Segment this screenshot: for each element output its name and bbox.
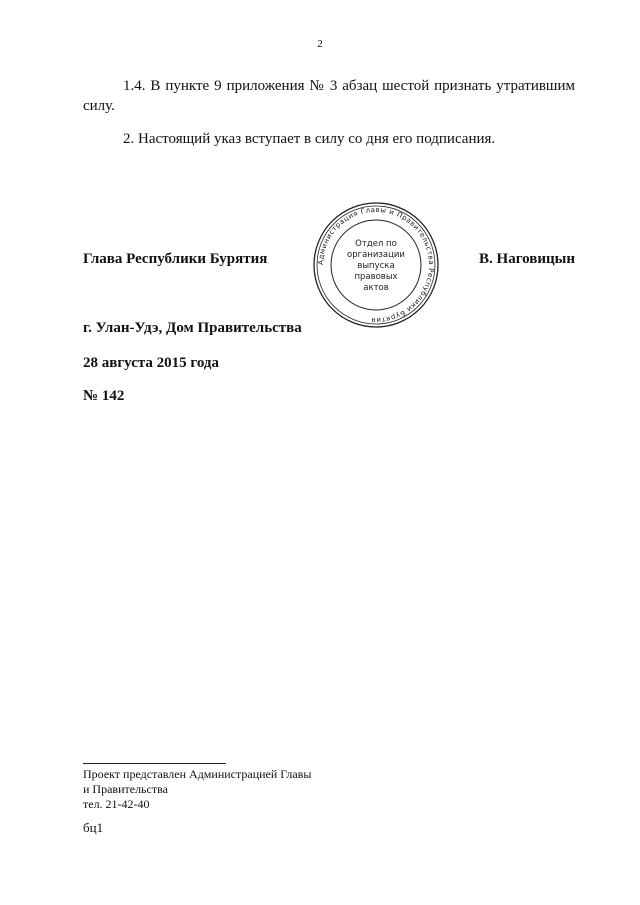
footer-phone: тел. 21-42-40 bbox=[83, 797, 150, 811]
signatory-name: В. Наговицын bbox=[479, 251, 575, 267]
document-code: бц1 bbox=[83, 820, 104, 835]
issue-date: 28 августа 2015 года bbox=[83, 355, 220, 371]
decree-number: № 142 bbox=[83, 388, 125, 404]
issue-place: г. Улан-Удэ, Дом Правительства bbox=[83, 320, 302, 336]
page-number: 2 bbox=[317, 38, 323, 50]
stamp-ring-text: Администрация Главы и Правительства Республики Бурятия bbox=[316, 205, 436, 325]
stamp-line-4: правовых bbox=[354, 272, 398, 282]
stamp-line-3: выпуска bbox=[357, 261, 395, 271]
footer-line-1: Проект представлен Администрацией Главы bbox=[83, 767, 312, 781]
stamp-line-2: организации bbox=[347, 250, 405, 260]
stamp-line-1: Отдел по bbox=[355, 239, 397, 249]
footer-line-2: и Правительства bbox=[83, 782, 168, 796]
paragraph-2: 2. Настоящий указ вступает в силу со дня его подписания. bbox=[123, 131, 496, 147]
stamp-line-5: актов bbox=[363, 283, 389, 293]
footer-divider bbox=[83, 763, 226, 764]
official-stamp bbox=[311, 200, 441, 330]
paragraph-1: 1.4. В пункте 9 приложения № 3 абзац шестой признать утратившим силу. bbox=[83, 78, 575, 114]
signatory-title: Глава Республики Бурятия bbox=[83, 251, 268, 267]
